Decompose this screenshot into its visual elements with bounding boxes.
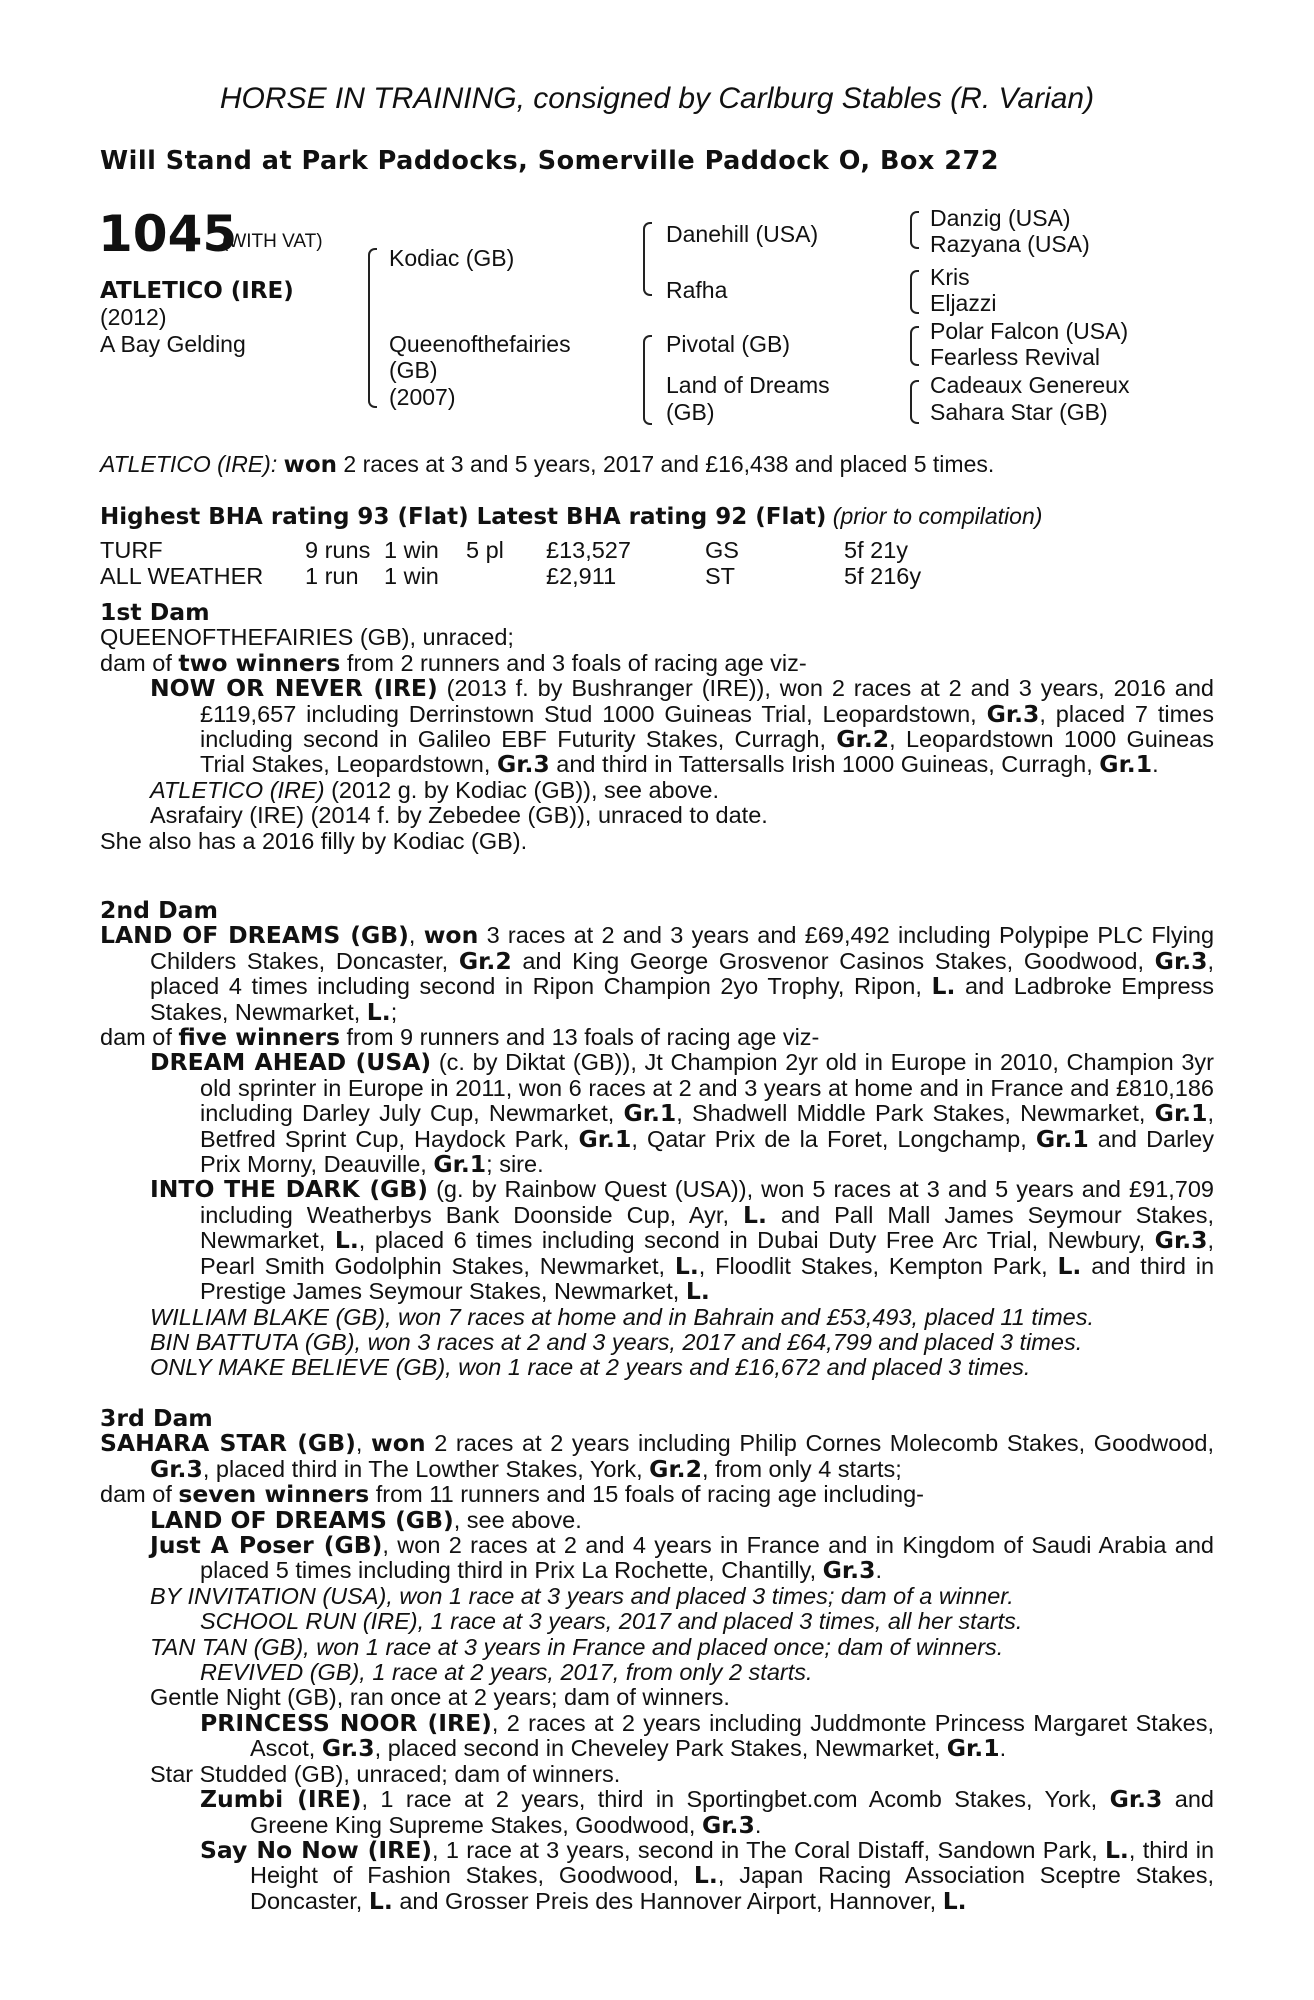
listed: L. <box>942 1886 967 1915</box>
dam-also-note: She also has a 2016 filly by Kodiac (GB). <box>100 827 528 854</box>
brace-dd <box>910 380 919 424</box>
record-wins: 1 win <box>384 563 439 589</box>
record-wins: 1 win <box>384 537 439 563</box>
won-label: won <box>371 1429 426 1458</box>
brace-ds <box>910 326 919 366</box>
first-dam-produce-line <box>100 648 1214 677</box>
listed: L. <box>674 1251 699 1280</box>
listed: L. <box>931 972 956 1001</box>
text-fragment: , third in Height of Fashion Stakes, Goodwood, <box>250 1836 1215 1889</box>
text-fragment: . <box>875 1557 882 1584</box>
text-fragment: dam of <box>100 1024 172 1051</box>
produce-name: Zumbi (IRE) <box>200 1785 362 1814</box>
produce-into-the-dark <box>150 1177 1214 1304</box>
lot-number: 1045 <box>98 205 238 263</box>
text-fragment: , Leopardstown 1000 Guineas Trial Stakes, Leopardstown, <box>200 726 1214 778</box>
sire-sire-sire: Danzig (USA) <box>930 205 1071 231</box>
grade: Gr.3 <box>1154 1226 1208 1255</box>
dam-line-2: (GB) <box>389 357 438 383</box>
rating-text: Highest BHA rating 93 (Flat) Latest BHA rating 92 (Flat) <box>100 504 827 530</box>
record-surface: ALL WEATHER <box>100 563 264 589</box>
text-fragment: . <box>999 1735 1007 1762</box>
summary-line <box>100 451 994 479</box>
text-fragment: and third in Prestige James Seymour Stakes, Newmarket, <box>200 1252 1215 1305</box>
produce-atletico <box>150 778 1214 803</box>
dam-name: LAND OF DREAMS (GB) <box>100 921 409 950</box>
record-prize: £2,911 <box>546 563 617 589</box>
text-fragment: , Shadwell Middle Park Stakes, Newmarket, <box>676 1100 1146 1127</box>
produce-asrafairy: Asrafairy (IRE) (2014 f. by Zebedee (GB)), unraced to date. <box>150 802 768 829</box>
text-fragment: (g. by Rainbow Quest (USA)), won 5 races at 3 and 5 years and £91,709 including Weatherbys Bank Doonside Cup, Ayr, <box>200 1176 1215 1228</box>
produce-tan-tan: TAN TAN (GB), won 1 race at 3 years in France and placed once; dam of winners. <box>150 1633 1004 1660</box>
text-fragment: and Pall Mall James Seymour Stakes, Newmarket, <box>200 1201 1215 1254</box>
listed: L. <box>685 1277 710 1306</box>
text-fragment: , placed 6 times including second in Dubai Duty Free Arc Trial, Newbury, <box>358 1227 1146 1254</box>
won-label: won <box>423 921 479 950</box>
second-dam-heading: 2nd Dam <box>100 896 218 924</box>
text-fragment: , 1 race at 2 years, third in Sportingbet.com Acomb Stakes, York, <box>361 1786 1098 1813</box>
produce-school-run: SCHOOL RUN (IRE), 1 race at 3 years, 2017 and placed 3 times, all her starts. <box>200 1608 1023 1635</box>
text-fragment: and Greene King Supreme Stakes, Goodwood, <box>250 1786 1214 1838</box>
winners-count: two winners <box>178 648 341 677</box>
produce-bin-battuta: BIN BATTUTA (GB), won 3 races at 2 and 3 years, 2017 and £64,799 and placed 3 times. <box>150 1328 1083 1355</box>
second-dam-record: LAND OF DREAMS (GB), won 3 races at 2 and 3 years and £69,492 including Polypipe PLC Flying Childers Stakes, Doncaster, Gr.2 and King George Grosvenor Casinos Stakes, Goodwood, Gr.3, placed 4 times including second in Ripon Champion 2yo Trophy, Ripon, L. and Ladbroke Empress Stakes, Newmarket, L.; <box>100 921 1215 1026</box>
grade: Gr.3 <box>822 1556 876 1585</box>
text-fragment: 3 races at 2 and 3 years and £69,492 including Polypipe PLC Flying Childers Stakes, Doncaster, <box>150 922 1215 974</box>
dam-dam-sire: Cadeaux Genereux <box>930 372 1130 398</box>
dam-sire: Pivotal (GB) <box>666 331 790 357</box>
sire-dam-sire: Kris <box>930 264 970 290</box>
dam-dam-line-2: (GB) <box>666 399 715 425</box>
brace-sd <box>910 270 919 314</box>
foaling-year: (2012) <box>100 304 167 330</box>
text-fragment: (c. by Diktat (GB)), Jt Champion 2yr old in Europe in 2010, Champion 3yr old sprinter in Europe in 2011, won 6 races at 2 and 3 years at home and in France and £810,186 including Darley July Cup, Newmarket, <box>200 1049 1214 1127</box>
listed: L. <box>743 1200 767 1229</box>
produce-princess-noor <box>200 1708 1214 1763</box>
text-fragment: from 2 runners and 3 foals of racing age viz- <box>346 649 807 676</box>
text-fragment: ; <box>390 998 398 1025</box>
produce-now-or-never <box>150 676 1214 778</box>
brace-dam-line <box>643 335 652 425</box>
first-dam-heading: 1st Dam <box>100 598 210 626</box>
dam-line-1: Queenofthefairies <box>389 331 571 357</box>
grade: Gr.2 <box>649 1454 702 1483</box>
produce-william-blake: WILLIAM BLAKE (GB), won 7 races at home and in Bahrain and £53,493, placed 11 times. <box>150 1303 1094 1330</box>
location-line: Will Stand at Park Paddocks, Somerville Paddock O, Box 272 <box>100 146 999 176</box>
produce-name: INTO THE DARK (GB) <box>150 1175 429 1204</box>
record-runs: 1 run <box>305 563 359 589</box>
dam-sire-dam: Fearless Revival <box>930 344 1100 370</box>
second-dam-section <box>100 898 1214 1381</box>
text-fragment: , placed 4 times including second in Ripon Champion 2yo Trophy, Ripon, <box>150 947 1215 1000</box>
brace-ss <box>910 211 919 249</box>
produce-zumbi <box>200 1787 1214 1838</box>
grade: Gr.1 <box>578 1124 632 1153</box>
dam-dam-line-1: Land of Dreams <box>666 372 830 398</box>
produce-by-invitation: BY INVITATION (USA), won 1 race at 3 years and placed 3 times; dam of a winner. <box>150 1582 1014 1609</box>
grade: Gr.3 <box>150 1454 203 1483</box>
brace-sire-line <box>643 222 652 296</box>
third-dam-produce-line <box>100 1482 1214 1507</box>
text-fragment: . <box>754 1811 762 1838</box>
text-fragment: (2013 f. by Bushranger (IRE)), won 2 races at 2 and 3 years, 2016 and £119,657 including Derrinstown Stud 1000 Guineas Trial, Leopardstown, <box>200 675 1214 727</box>
record-distance: 5f 216y <box>844 563 922 589</box>
produce-just-a-poser <box>150 1533 1214 1584</box>
grade: Gr.1 <box>1035 1124 1089 1153</box>
winners-count: seven winners <box>178 1480 370 1509</box>
grade: Gr.1 <box>1099 750 1153 779</box>
text-fragment: , Pearl Smith Godolphin Stakes, Newmarket, <box>200 1227 1215 1279</box>
produce-land-of-dreams <box>150 1505 1214 1534</box>
text-fragment: , won 2 races at 2 and 4 years in France and in Kingdom of Saudi Arabia and placed 5 times including third in Prix La Rochette, Chantilly, <box>200 1532 1214 1584</box>
record-distance: 5f 21y <box>844 537 909 563</box>
text-fragment: , Qatar Prix de la Foret, Longchamp, <box>631 1125 1027 1152</box>
sire: Kodiac (GB) <box>389 245 515 271</box>
text-fragment: (2012 g. by Kodiac (GB)), see above. <box>331 776 720 803</box>
sire-dam-dam: Eljazzi <box>930 290 997 316</box>
grade: Gr.3 <box>986 699 1040 728</box>
grade: Gr.1 <box>946 1734 1000 1763</box>
first-dam-section <box>100 600 1214 854</box>
text-fragment: from 9 runners and 13 foals of racing age viz- <box>346 1024 820 1051</box>
grade: Gr.3 <box>702 1810 755 1839</box>
rating-note: (prior to compilation) <box>832 503 1043 529</box>
summary-name: ATLETICO (IRE) <box>100 451 271 477</box>
text-fragment: . <box>1152 751 1159 778</box>
text-fragment: , Japan Racing Association Sceptre Stakes, Doncaster, <box>250 1862 1214 1914</box>
text-fragment: dam of <box>100 1481 172 1508</box>
horse-name: ATLETICO (IRE) <box>100 278 294 304</box>
dam-name: SAHARA STAR (GB) <box>100 1429 356 1458</box>
produce-name: LAND OF DREAMS (GB) <box>150 1505 454 1534</box>
grade: Gr.3 <box>321 1734 375 1763</box>
listed: L. <box>368 1886 393 1915</box>
grade: Gr.2 <box>458 946 512 975</box>
text-fragment: and third in Tattersalls Irish 1000 Guineas, Curragh, <box>556 751 1093 778</box>
record-going: ST <box>705 563 736 589</box>
listed: L. <box>334 1226 359 1255</box>
grade: Gr.1 <box>433 1150 487 1179</box>
produce-only-make-believe: ONLY MAKE BELIEVE (GB), won 1 race at 2 years and £16,672 and placed 3 times. <box>150 1354 1031 1381</box>
dam-sire-sire: Polar Falcon (USA) <box>930 318 1129 344</box>
grade: Gr.1 <box>1154 1099 1208 1128</box>
grade: Gr.3 <box>1109 1785 1163 1814</box>
produce-name: DREAM AHEAD (USA) <box>150 1048 432 1077</box>
produce-name: NOW OR NEVER (IRE) <box>150 674 438 703</box>
grade: Gr.3 <box>496 750 550 779</box>
text-fragment: dam of <box>100 649 172 676</box>
summary-text: 2 races at 3 and 5 years, 2017 and £16,438 and placed 5 times. <box>343 451 995 477</box>
summary-colon: : <box>270 451 278 477</box>
third-dam-record: SAHARA STAR (GB), won 2 races at 2 years including Philip Cornes Molecomb Stakes, Goodwood, Gr.3, placed third in The Lowther Stakes, York, Gr.2, from only 4 starts; <box>100 1429 1215 1483</box>
third-dam-heading: 3rd Dam <box>100 1404 213 1432</box>
record-places: 5 pl <box>466 537 504 563</box>
text-fragment: 2 races at 2 years including Philip Cornes Molecomb Stakes, Goodwood, <box>434 1430 1215 1457</box>
text-fragment: , from only 4 starts; <box>701 1455 902 1482</box>
text-fragment: , placed second in Cheveley Park Stakes, Newmarket, <box>374 1735 941 1762</box>
produce-name: Say No Now (IRE) <box>200 1835 432 1864</box>
text-fragment: , 1 race at 3 years, second in The Coral Distaff, Sandown Park, <box>432 1836 1098 1863</box>
grade: Gr.3 <box>1154 946 1208 975</box>
record-runs: 9 runs <box>305 537 371 563</box>
text-fragment: ; sire. <box>486 1151 544 1178</box>
text-fragment: from 11 runners and 15 foals of racing age including- <box>375 1481 924 1508</box>
listed: L. <box>1057 1251 1082 1280</box>
text-fragment: and Ladbroke Empress Stakes, Newmarket, <box>150 973 1215 1025</box>
record-going: GS <box>705 537 739 563</box>
horse-description: A Bay Gelding <box>100 331 246 357</box>
text-fragment: and Darley Prix Morny, Deauville, <box>200 1125 1214 1178</box>
rating-line <box>100 503 1042 531</box>
listed: L. <box>366 997 391 1026</box>
text-fragment: , 2 races at 2 years including Juddmonte Princess Margaret Stakes, Ascot, <box>250 1709 1214 1762</box>
produce-name: Just A Poser (GB) <box>150 1531 383 1560</box>
summary-won: won <box>283 452 338 478</box>
dam-dam-dam: Sahara Star (GB) <box>930 399 1108 425</box>
produce-dream-ahead <box>150 1050 1214 1177</box>
produce-name: PRINCESS NOOR (IRE) <box>200 1708 492 1737</box>
produce-gentle-night: Gentle Night (GB), ran once at 2 years; dam of winners. <box>150 1684 730 1711</box>
text-fragment: and Grosser Preis des Hannover Airport, Hannover, <box>399 1887 937 1914</box>
second-dam-produce-line <box>100 1025 1214 1050</box>
record-surface: TURF <box>100 537 163 563</box>
listed: L. <box>693 1861 718 1890</box>
produce-revived: REVIVED (GB), 1 race at 2 years, 2017, from only 2 starts. <box>200 1659 813 1686</box>
dam-line-3: (2007) <box>389 384 456 410</box>
produce-star-studded: Star Studded (GB), unraced; dam of winners. <box>150 1760 621 1787</box>
third-dam-section <box>100 1406 1214 1914</box>
text-fragment: , placed 7 times including second in Galileo EBF Futurity Stakes, Curragh, <box>200 700 1215 753</box>
listed: L. <box>1104 1835 1129 1864</box>
first-dam-line: QUEENOFTHEFAIRIES (GB), unraced; <box>100 624 514 651</box>
record-prize: £13,527 <box>546 537 631 563</box>
sire-sire-dam: Razyana (USA) <box>930 231 1090 257</box>
text-fragment: , Floodlit Stakes, Kempton Park, <box>698 1252 1048 1279</box>
vat-note: (WITH VAT) <box>222 231 323 252</box>
winners-count: five winners <box>178 1023 340 1052</box>
grade: Gr.2 <box>836 725 890 754</box>
text-fragment: , Betfred Sprint Cup, Haydock Park, <box>200 1100 1214 1152</box>
text-fragment: , see above. <box>453 1506 582 1533</box>
text-fragment: , placed third in The Lowther Stakes, York, <box>202 1455 643 1482</box>
consignment-line: HORSE IN TRAINING, consigned by Carlburg Stables (R. Varian) <box>219 82 1095 115</box>
grade: Gr.1 <box>623 1099 677 1128</box>
sire-dam: Rafha <box>666 277 728 303</box>
produce-name: ATLETICO (IRE) <box>150 776 325 803</box>
produce-say-no-now <box>200 1835 1215 1915</box>
text-fragment: and King George Grosvenor Casinos Stakes, Goodwood, <box>522 947 1145 974</box>
sire-sire: Danehill (USA) <box>666 221 819 247</box>
brace-sire-dam <box>368 248 377 408</box>
